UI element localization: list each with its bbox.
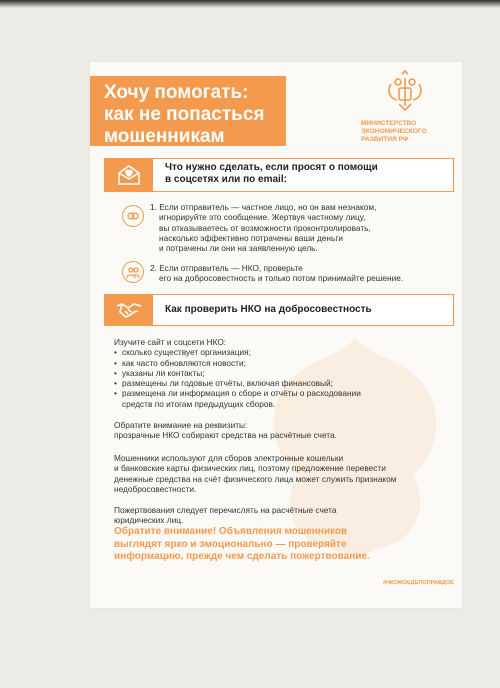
paragraph-line: прозрачные НКО собирают средства на расчётные счета. bbox=[114, 430, 337, 441]
scan-top-shadow bbox=[0, 0, 500, 8]
bullet-text: средств по итогам предыдущих сборов. bbox=[122, 398, 276, 409]
paragraph-line: юридических лиц. bbox=[114, 515, 184, 526]
section-title-line: в соцсетях или по email: bbox=[165, 174, 287, 185]
bullet-text: как часто обновляются новости; bbox=[122, 357, 246, 368]
bullet-text: сколько существует организация; bbox=[122, 347, 251, 358]
bullet-text: размещена ли информация о сборе и отчёты о расходовании bbox=[122, 388, 361, 399]
bullet-text: размещены ли годовые отчёты, включая финансовый; bbox=[122, 378, 333, 389]
title-line: мошенникам bbox=[104, 126, 225, 147]
paragraph-line: недобросовестности. bbox=[114, 483, 197, 494]
section-check-nko bbox=[104, 294, 454, 326]
list-item: • сколько существует организация; bbox=[114, 347, 251, 358]
ministry-line: ЭКОНОМИЧЕСКОГО bbox=[361, 128, 427, 135]
hashtag: #НКОМОЕДЕЛОПРАВДОЕ bbox=[383, 580, 454, 586]
list-item bbox=[150, 202, 376, 253]
title-line: как не попасться bbox=[104, 104, 265, 125]
title-line: Хочу помогать: bbox=[104, 82, 249, 103]
section-title bbox=[165, 162, 378, 186]
paragraph-line: Пожертвования следует перечислять на расчётные счета bbox=[114, 505, 337, 515]
paragraph-donations bbox=[114, 505, 336, 526]
handshake-icon bbox=[116, 301, 142, 319]
title-banner bbox=[90, 76, 286, 146]
bullet-text: указаны ли контакты; bbox=[122, 367, 205, 378]
list-item bbox=[150, 263, 403, 284]
paragraph-fraud bbox=[114, 453, 396, 494]
callout-line: Обратите внимание! Объявления мошенников bbox=[114, 526, 348, 537]
list-item: • указаны ли контакты; bbox=[114, 367, 205, 378]
ministry-line: МИНИСТЕРСТВО bbox=[361, 120, 417, 127]
list-item: • как часто обновляются новости; bbox=[114, 357, 246, 368]
item-line: насколько эффективно потрачены ваши деньги bbox=[159, 232, 343, 243]
leaflet-page bbox=[90, 62, 462, 608]
envelope-icon bbox=[117, 164, 141, 186]
ministry-logo bbox=[355, 70, 455, 144]
item-line: и потрачены ли они на заявленную цель. bbox=[159, 243, 318, 254]
paragraph-requisites bbox=[114, 420, 337, 441]
ministry-line: РАЗВИТИЯ РФ bbox=[361, 136, 409, 143]
section-icon-box bbox=[105, 295, 153, 325]
checklist-intro: Изучите сайт и соцсети НКО: bbox=[114, 337, 227, 347]
list-item: • размещена ли информация о сборе и отчёты о расходовании bbox=[114, 388, 361, 399]
warning-callout bbox=[114, 526, 370, 564]
coins-icon bbox=[122, 205, 144, 227]
item-line: игнорируйте это сообщение. Жертвуя частному лицу, bbox=[159, 212, 366, 223]
section-social-requests bbox=[104, 158, 454, 192]
people-icon bbox=[122, 261, 144, 283]
section-title-line: Что нужно сделать, если просят о помощи bbox=[165, 162, 378, 173]
paragraph-line: Мошенники используют для сборов электронные кошельки bbox=[114, 453, 344, 463]
callout-line: выглядят ярко и эмоционально — проверяйте bbox=[114, 538, 347, 550]
paragraph-line: Обратите внимание на реквизиты: bbox=[114, 420, 248, 430]
ministry-name bbox=[355, 120, 455, 144]
paragraph-line: и банковские карты физических лиц, поэтому предложение перевести bbox=[114, 463, 386, 474]
eagle-emblem-icon bbox=[383, 70, 427, 114]
section-title: Как проверить НКО на добросовестность bbox=[165, 304, 372, 315]
list-item: • размещены ли годовые отчёты, включая финансовый; bbox=[114, 378, 333, 389]
checklist bbox=[114, 337, 361, 409]
item-line: 2. Если отправитель — НКО, проверьте bbox=[150, 263, 303, 273]
callout-line: информацию, прежде чем сделать пожертвование. bbox=[114, 551, 370, 562]
section-icon-box bbox=[105, 159, 153, 191]
item-line: 1. Если отправитель — частное лицо, но он вам незнаком, bbox=[150, 202, 377, 212]
item-line: вы отказываетесь от возможности проконтролировать, bbox=[159, 222, 371, 233]
item-line: его на добросовестность и только потом принимайте решение. bbox=[159, 273, 404, 284]
paragraph-line: денежные средства на счёт физического лица может служить признаком bbox=[114, 473, 397, 484]
